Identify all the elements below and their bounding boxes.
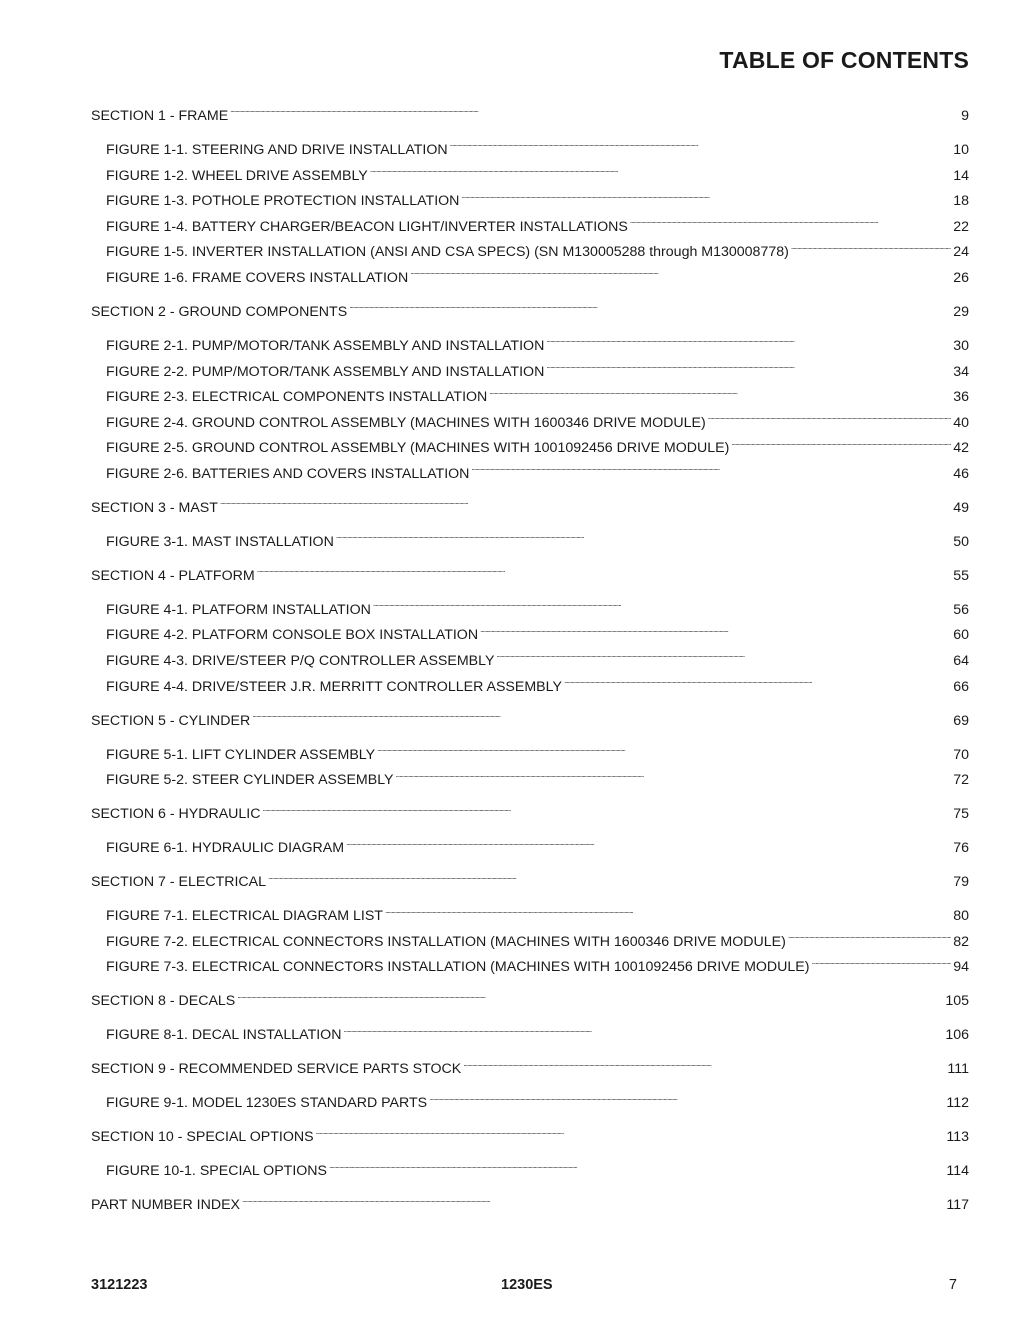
toc-figure-entry[interactable] — [91, 240, 969, 266]
toc-entry-label: FIGURE 1-4. BATTERY CHARGER/BEACON LIGHT/INVERTER INSTALLATIONS — [106, 218, 628, 235]
dot-leader — [630, 217, 951, 231]
dot-leader — [450, 140, 952, 154]
dot-leader — [496, 651, 951, 665]
dot-leader — [708, 413, 952, 427]
dot-leader — [731, 438, 951, 452]
toc-figure-entry[interactable] — [91, 930, 969, 956]
toc-entry-label: FIGURE 7-2. ELECTRICAL CONNECTORS INSTALLATION (MACHINES WITH 1600346 DRIVE MODULE) — [106, 933, 786, 950]
toc-figure-entry[interactable] — [91, 436, 969, 462]
footer-page-number: 7 — [948, 1277, 957, 1293]
toc-section-entry[interactable] — [91, 104, 969, 130]
dot-leader — [220, 498, 951, 512]
toc-figure-entry[interactable] — [91, 955, 969, 981]
toc-entry-label: FIGURE 10-1. SPECIAL OPTIONS — [106, 1163, 328, 1180]
toc-entry-page: 40 — [953, 414, 969, 431]
toc-entry-page: 106 — [945, 1027, 969, 1044]
dot-leader — [263, 804, 952, 818]
dot-leader — [385, 906, 951, 920]
toc-entry-label: FIGURE 1-6. FRAME COVERS INSTALLATION — [106, 269, 409, 286]
toc-figure-entry[interactable] — [91, 138, 969, 164]
dot-leader — [396, 770, 952, 784]
dot-leader — [316, 1127, 945, 1141]
toc-entry-page: 111 — [947, 1061, 969, 1078]
toc-entry-label: FIGURE 4-2. PLATFORM CONSOLE BOX INSTALLATION — [106, 627, 479, 644]
toc-section-entry[interactable] — [91, 1057, 969, 1083]
toc-entry-page: 117 — [946, 1197, 969, 1214]
dot-leader — [377, 745, 951, 759]
toc-entry-page: 94 — [953, 959, 969, 976]
toc-entry-page: 36 — [953, 389, 969, 406]
toc-entry-label: FIGURE 2-2. PUMP/MOTOR/TANK ASSEMBLY AND INSTALLATION — [106, 363, 545, 380]
dot-leader — [461, 191, 951, 205]
toc-entry-page: 49 — [953, 499, 969, 516]
dot-leader — [546, 362, 951, 376]
toc-entry-page: 26 — [953, 269, 969, 286]
toc-entry-page: 105 — [945, 993, 969, 1010]
toc-entry-page: 66 — [953, 678, 969, 695]
toc-entry-page: 14 — [953, 167, 969, 184]
toc-figure-entry[interactable] — [91, 462, 969, 488]
toc-entry-label: FIGURE 5-2. STEER CYLINDER ASSEMBLY — [106, 772, 394, 789]
toc-entry-label: FIGURE 7-3. ELECTRICAL CONNECTORS INSTALLATION (MACHINES WITH 1001092456 DRIVE MODULE) — [106, 959, 810, 976]
dot-leader — [812, 957, 952, 971]
dot-leader — [230, 106, 959, 120]
toc-entry-page: 72 — [953, 772, 969, 789]
dot-leader — [329, 1161, 944, 1175]
toc-figure-entry[interactable] — [91, 266, 969, 292]
toc-section-entry[interactable] — [91, 802, 969, 828]
toc-figure-entry[interactable] — [91, 530, 969, 556]
toc-entry-label: FIGURE 4-4. DRIVE/STEER J.R. MERRITT CONTROLLER ASSEMBLY — [106, 678, 562, 695]
dot-leader — [564, 677, 951, 691]
toc-entry-page: 75 — [953, 806, 969, 823]
toc-figure-entry[interactable] — [91, 768, 969, 794]
dot-leader — [429, 1093, 944, 1107]
toc-figure-entry[interactable] — [91, 904, 969, 930]
toc-entry-page: 114 — [946, 1163, 969, 1180]
dot-leader — [788, 932, 951, 946]
toc-figure-entry[interactable] — [91, 164, 969, 190]
toc-entry-page: 55 — [953, 567, 969, 584]
toc-entry-label: SECTION 5 - CYLINDER — [91, 712, 251, 729]
toc-entry-label: FIGURE 3-1. MAST INSTALLATION — [106, 533, 334, 550]
toc-entry-label: PART NUMBER INDEX — [91, 1197, 240, 1214]
toc-entry-label: FIGURE 8-1. DECAL INSTALLATION — [106, 1027, 342, 1044]
toc-entry-label: SECTION 7 - ELECTRICAL — [91, 874, 267, 891]
toc-entry-label: FIGURE 2-4. GROUND CONTROL ASSEMBLY (MACHINES WITH 1600346 DRIVE MODULE) — [106, 414, 706, 431]
toc-entry-page: 60 — [953, 627, 969, 644]
dot-leader — [480, 625, 951, 639]
toc-entry-label: SECTION 1 - FRAME — [91, 108, 229, 124]
toc-figure-entry[interactable] — [91, 1023, 969, 1049]
toc-entry-page: 24 — [953, 244, 969, 261]
toc-section-entry[interactable] — [91, 300, 969, 326]
toc-section-entry[interactable] — [91, 1193, 969, 1219]
toc-figure-entry[interactable] — [91, 360, 969, 386]
toc-entry-label: FIGURE 4-3. DRIVE/STEER P/Q CONTROLLER ASSEMBLY — [106, 653, 495, 670]
toc-figure-entry[interactable] — [91, 1159, 969, 1185]
toc-entry-page: 112 — [946, 1095, 969, 1112]
dot-leader — [373, 600, 951, 614]
toc-entry-page: 69 — [953, 712, 969, 729]
page-title: TABLE OF CONTENTS — [719, 47, 969, 73]
dot-leader — [791, 242, 951, 256]
toc-entry-page: 79 — [953, 874, 969, 891]
toc-figure-entry[interactable] — [91, 1091, 969, 1117]
dot-leader — [349, 302, 951, 316]
toc-entry-page: 56 — [953, 601, 969, 618]
toc-entry-label: SECTION 2 - GROUND COMPONENTS — [91, 303, 348, 320]
toc-entry-page: 64 — [953, 653, 969, 670]
dot-leader — [346, 838, 951, 852]
toc-entry-page: 29 — [953, 303, 969, 320]
toc-entry-label: SECTION 6 - HYDRAULIC — [91, 806, 261, 823]
toc-figure-entry[interactable] — [91, 334, 969, 360]
table-of-contents — [91, 104, 969, 1219]
dot-leader — [410, 268, 951, 282]
toc-entry-label: FIGURE 7-1. ELECTRICAL DIAGRAM LIST — [106, 908, 383, 925]
toc-figure-entry[interactable] — [91, 215, 969, 241]
toc-entry-label: FIGURE 1-1. STEERING AND DRIVE INSTALLATION — [106, 141, 448, 158]
footer-doc-number: 3121223 — [91, 1277, 148, 1293]
page-footer — [91, 1277, 957, 1297]
dot-leader — [242, 1195, 944, 1209]
dot-leader — [257, 566, 952, 580]
toc-entry-label: FIGURE 2-5. GROUND CONTROL ASSEMBLY (MACHINES WITH 1001092456 DRIVE MODULE) — [106, 440, 730, 457]
toc-entry-page: 82 — [953, 933, 969, 950]
dot-leader — [252, 711, 951, 725]
dot-leader — [546, 336, 951, 350]
toc-entry-page: 76 — [953, 840, 969, 857]
toc-entry-label: FIGURE 2-1. PUMP/MOTOR/TANK ASSEMBLY AND INSTALLATION — [106, 337, 545, 354]
toc-entry-page: 113 — [946, 1129, 969, 1146]
dot-leader — [237, 991, 943, 1005]
dot-leader — [343, 1025, 943, 1039]
dot-leader — [336, 532, 951, 546]
dot-leader — [268, 872, 951, 886]
toc-section-entry[interactable] — [91, 709, 969, 735]
footer-model: 1230ES — [501, 1277, 553, 1293]
toc-entry-page: 46 — [953, 465, 969, 482]
dot-leader — [463, 1059, 945, 1073]
toc-entry-page: 22 — [953, 218, 969, 235]
toc-entry-page: 30 — [953, 337, 969, 354]
toc-section-entry[interactable] — [91, 496, 969, 522]
toc-entry-page: 70 — [953, 746, 969, 763]
toc-entry-label: FIGURE 4-1. PLATFORM INSTALLATION — [106, 601, 371, 618]
toc-section-entry[interactable] — [91, 564, 969, 590]
toc-entry-label: FIGURE 1-2. WHEEL DRIVE ASSEMBLY — [106, 167, 368, 184]
toc-entry-page: 9 — [961, 108, 969, 124]
toc-section-entry[interactable] — [91, 989, 969, 1015]
toc-section-entry[interactable] — [91, 1125, 969, 1151]
toc-entry-page: 10 — [953, 141, 969, 158]
dot-leader — [370, 166, 951, 180]
toc-entry-label: FIGURE 5-1. LIFT CYLINDER ASSEMBLY — [106, 746, 376, 763]
toc-figure-entry[interactable] — [91, 649, 969, 675]
toc-figure-entry[interactable] — [91, 598, 969, 624]
toc-entry-label: FIGURE 6-1. HYDRAULIC DIAGRAM — [106, 840, 345, 857]
toc-entry-page: 42 — [953, 440, 969, 457]
toc-figure-entry[interactable] — [91, 411, 969, 437]
toc-figure-entry[interactable] — [91, 743, 969, 769]
toc-entry-label: SECTION 4 - PLATFORM — [91, 567, 255, 584]
toc-entry-page: 18 — [953, 193, 969, 210]
toc-entry-page: 80 — [953, 908, 969, 925]
toc-entry-label: SECTION 10 - SPECIAL OPTIONS — [91, 1129, 314, 1146]
toc-entry-label: SECTION 3 - MAST — [91, 499, 218, 516]
toc-figure-entry[interactable] — [91, 385, 969, 411]
toc-entry-page: 34 — [953, 363, 969, 380]
toc-figure-entry[interactable] — [91, 623, 969, 649]
toc-entry-label: SECTION 9 - RECOMMENDED SERVICE PARTS STOCK — [91, 1061, 462, 1078]
toc-entry-label: SECTION 8 - DECALS — [91, 993, 236, 1010]
toc-figure-entry[interactable] — [91, 836, 969, 862]
toc-entry-label: FIGURE 2-6. BATTERIES AND COVERS INSTALLATION — [106, 465, 470, 482]
toc-entry-label: FIGURE 1-3. POTHOLE PROTECTION INSTALLATION — [106, 193, 460, 210]
toc-entry-page: 50 — [953, 533, 969, 550]
toc-entry-label: FIGURE 9-1. MODEL 1230ES STANDARD PARTS — [106, 1095, 428, 1112]
dot-leader — [471, 464, 951, 478]
toc-entry-label: FIGURE 2-3. ELECTRICAL COMPONENTS INSTALLATION — [106, 389, 488, 406]
toc-entry-label: FIGURE 1-5. INVERTER INSTALLATION (ANSI AND CSA SPECS) (SN M130005288 through M130008778) — [106, 244, 789, 261]
toc-figure-entry[interactable] — [91, 675, 969, 701]
toc-figure-entry[interactable] — [91, 189, 969, 215]
toc-section-entry[interactable] — [91, 870, 969, 896]
dot-leader — [489, 387, 951, 401]
